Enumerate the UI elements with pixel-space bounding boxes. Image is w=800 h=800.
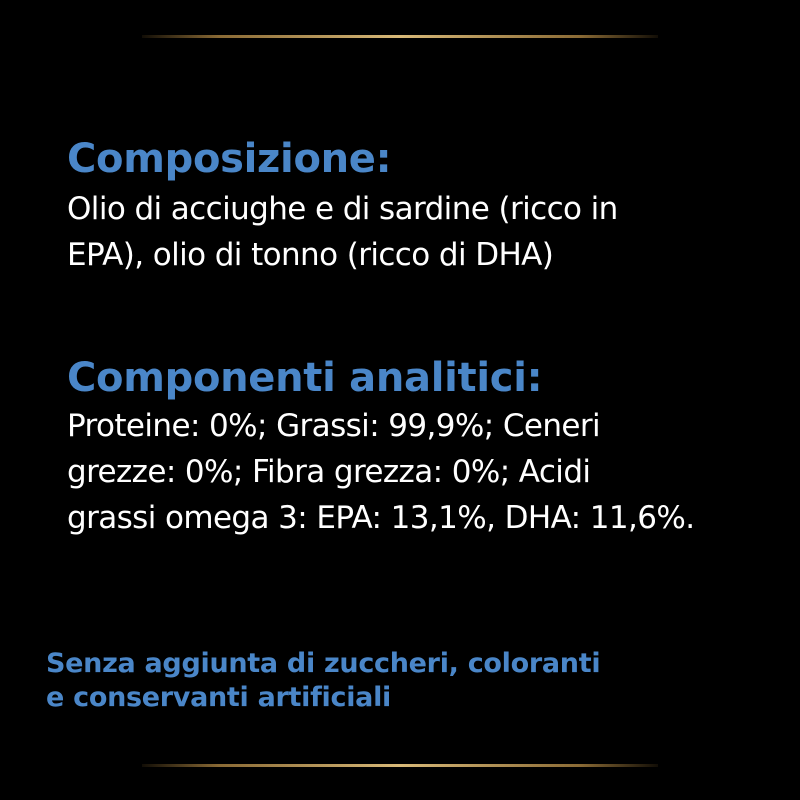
composition-heading: Composizione: [67, 136, 392, 182]
top-gold-divider [142, 35, 658, 38]
footer-line: Senza aggiunta di zuccheri, coloranti [46, 648, 601, 679]
analytical-line: grezze: 0%; Fibra grezza: 0%; Acidi [67, 454, 591, 490]
analytical-components-heading: Componenti analitici: [67, 355, 543, 401]
footer-line: e conservanti artificiali [46, 682, 391, 713]
composition-text [67, 186, 618, 278]
analytical-line: Proteine: 0%; Grassi: 99,9%; Ceneri [67, 408, 601, 444]
composition-line: Olio di acciughe e di sardine (ricco in [67, 191, 618, 227]
composition-line: EPA), olio di tonno (ricco di DHA) [67, 237, 554, 273]
analytical-components-text [67, 403, 695, 541]
bottom-gold-divider [142, 764, 658, 767]
no-additives-note [46, 647, 600, 715]
analytical-line: grassi omega 3: EPA: 13,1%, DHA: 11,6%. [67, 500, 695, 536]
